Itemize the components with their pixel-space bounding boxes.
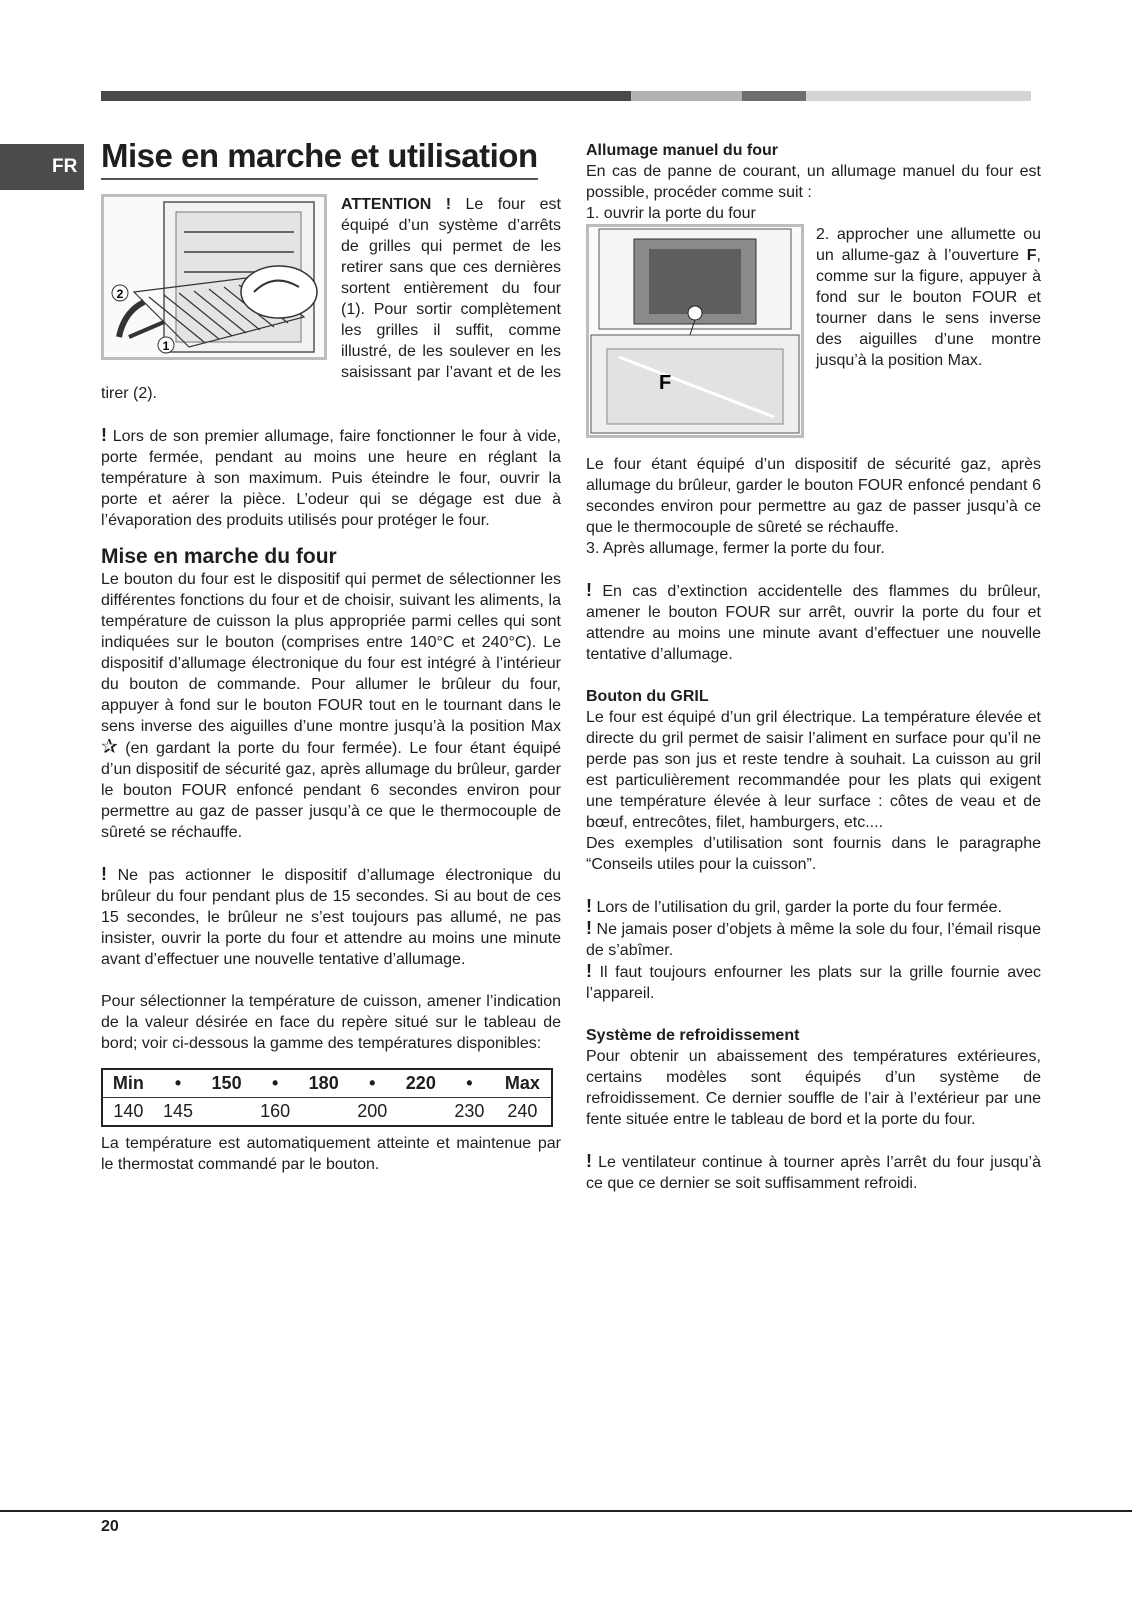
note-flame-out — [586, 580, 1041, 665]
temp-head-cell: • — [348, 1069, 397, 1098]
temperature-table-values — [102, 1098, 552, 1127]
temperature-table — [101, 1068, 553, 1127]
footer-rule — [0, 1510, 1132, 1512]
temp-value-cell: 240 — [507, 1101, 538, 1121]
header-bar-segment — [806, 91, 1031, 101]
warning-icon: ! — [101, 864, 107, 884]
left-column — [101, 134, 561, 1175]
cooling-text: Pour obtenir un abaissement des températures extérieures, certains modèles sont équipés d’un système de refroidissement. Ce dernier souffle de l’air à l’extérieur par une fente située entre le tableau de bord et la porte du four. — [586, 1048, 1041, 1128]
manual-intro: En cas de panne de courant, un allumage manuel du four est possible, procéder comme suit : — [586, 163, 1041, 201]
oven-burner-illustration — [586, 224, 804, 438]
warning-icon: ! — [586, 580, 592, 600]
attention-text: Le four est équipé d’un système d’arrêts de grilles qui permet de les retirer sans que ces dernières sortent entièrement du four (1). Pour sortir complètement les grilles il suffit, comme illustré, de les soulever en les saisissant par l’avant et de les tirer (2). — [101, 196, 561, 402]
figure-label-1: 1 — [162, 339, 170, 353]
cooling-title: Système de refroidissement — [586, 1027, 800, 1044]
warning-icon: ! — [586, 896, 592, 916]
temp-head-cell: 150 — [202, 1069, 251, 1098]
temp-head-cell: • — [251, 1069, 300, 1098]
temp-head-cell: 180 — [299, 1069, 348, 1098]
warning-icon: ! — [586, 1151, 592, 1171]
temp-value-cell: 200 — [357, 1101, 388, 1121]
right-column — [586, 140, 1041, 1194]
temp-head-cell: Max — [494, 1069, 552, 1098]
header-bar-segment — [631, 91, 742, 101]
language-tab: FR — [0, 144, 84, 190]
note-text: Lors de l’utilisation du gril, garder la porte du four fermée. — [592, 899, 1002, 916]
page-number: 20 — [101, 1518, 119, 1535]
temperature-table-header — [102, 1069, 552, 1098]
temperature-after: La température est automatiquement atteinte et maintenue par le thermostat commandé par le bouton. — [101, 1135, 561, 1173]
note-text: Il faut toujours enfourner les plats sur la grille fournie avec l’appareil. — [586, 964, 1041, 1002]
attention-label: ATTENTION ! — [341, 196, 452, 213]
note-first-use — [101, 425, 561, 531]
temp-value-cell: 145 — [162, 1101, 194, 1121]
section-text: Le bouton du four est le dispositif qui permet de sélectionner les différentes fonctions du four et de choisir, suivant les aliments, la température de cuisson la plus appropriée parmi celles qui sont indiquées sur le bouton (comprises entre 140°C et 240°C). Le dispositif d’allumage électronique du four est intégré à l’intérieur du bouton de commande. Pour allumer le brûleur du four, appuyer à fond sur le bouton FOUR tout en le tournant dans le sens inverse des aiguilles d’une montre jusqu’à la position Max — [101, 571, 561, 735]
star-icon: ✰ — [101, 736, 118, 758]
temp-head-cell: Min — [102, 1069, 154, 1098]
warning-icon: ! — [101, 425, 107, 445]
header-bar — [101, 91, 1031, 101]
warning-icon: ! — [586, 961, 592, 981]
temp-value-cell: 230 — [454, 1101, 485, 1121]
temp-value-cell: 160 — [260, 1101, 291, 1121]
step-1: 1. ouvrir la porte du four — [586, 205, 756, 222]
note-text: Le ventilateur continue à tourner après l’arrêt du four jusqu’à ce que ce dernier se soit suffisamment refroidi. — [586, 1154, 1041, 1192]
note-text: Ne pas actionner le dispositif d’allumage électronique du brûleur du four pendant plus de 15 secondes. Si au bout de ces 15 secondes, le brûleur ne s’est toujours pas allumé, ne pas insister, ouvrir la porte du four et attendre au moins une minute avant d’effectuer une nouvelle tentative d’allumage. — [101, 867, 561, 968]
note-grid — [586, 961, 1041, 1004]
temp-value-cell — [397, 1098, 446, 1127]
warning-icon: ! — [586, 918, 592, 938]
figure-label-f: F — [659, 372, 672, 394]
temp-head-cell: • — [445, 1069, 494, 1098]
note-grill-door — [586, 896, 1041, 918]
section-title: Mise en marche du four — [101, 545, 337, 568]
note-text: Ne jamais poser d’objets à même la sole du four, l’émail risque de s’abîmer. — [586, 921, 1041, 959]
manual-ignition-title: Allumage manuel du four — [586, 142, 779, 159]
note-text: Lors de son premier allumage, faire fonctionner le four à vide, porte fermée, pendant au moins une heure en réglant la température à son maximum. Puis éteindre le four, ouvrir la porte et aérer la pièce. L’odeur qui se dégage est due à l’évaporation des produits utilisés pour protéger le four. — [101, 428, 561, 529]
step-text: 2. approcher une allumette ou un allume-gaz à l’ouverture — [816, 226, 1041, 264]
grill-text: Le four est équipé d’un gril électrique. La température élevée et directe du gril permet de saisir l’aliment en surface pour qu’il ne perde pas son jus et reste tendre à souhait. La cuisson au gril est particulièrement recommandée pour les plats qui exigent une température élevée à leur surface : côtes de veau et de bœuf, entrecôtes, filet, hamburgers, etc.... — [586, 709, 1041, 831]
figure-label-2: 2 — [116, 287, 124, 301]
header-bar-segment — [101, 91, 631, 101]
temperature-intro: Pour sélectionner la température de cuisson, amener l’indication de la valeur désirée en face du repère situé sur le tableau de bord; voir ci-dessous la gamme des températures disponibles: — [101, 993, 561, 1052]
temp-value-cell: 140 — [113, 1101, 144, 1121]
note-ignition — [101, 864, 561, 970]
oven-burner-drawing — [589, 227, 801, 435]
step-3: 3. Après allumage, fermer la porte du four. — [586, 540, 885, 557]
grill-title: Bouton du GRIL — [586, 688, 709, 705]
note-text: En cas d’extinction accidentelle des flammes du brûleur, amener le bouton FOUR sur arrêt, ouvrir la porte du four et attendre au moins une minute avant d’effectuer une nouvelle tentative d’allumage. — [586, 583, 1041, 663]
section-paragraph — [101, 569, 561, 843]
temp-head-cell: 220 — [397, 1069, 446, 1098]
oven-rack-illustration — [101, 194, 327, 360]
temp-head-cell: • — [154, 1069, 203, 1098]
temp-value-cell — [202, 1098, 251, 1127]
gas-safety-text: Le four étant équipé d’un dispositif de sécurité gaz, après allumage du brûleur, garder le bouton FOUR enfoncé pendant 6 secondes environ pour permettre au gaz de passer jusqu’à ce que le thermocouple de sûreté se réchauffe. — [586, 456, 1041, 536]
page-title: Mise en marche et utilisation — [101, 134, 538, 180]
temp-value-cell — [299, 1098, 348, 1127]
note-enamel — [586, 918, 1041, 961]
step-f-label: F — [1026, 247, 1037, 264]
step-text: , comme sur la figure, appuyer à fond sur le bouton FOUR et tourner dans le sens inverse des aiguilles d’une montre jusqu’à la position Max. — [816, 247, 1041, 369]
grill-text-2: Des exemples d’utilisation sont fournis dans le paragraphe “Conseils utiles pour la cuisson”. — [586, 835, 1041, 873]
section-text: (en gardant la porte du four fermée). Le four étant équipé d’un dispositif de sécurité gaz, après allumage du brûleur, garder le bouton FOUR enfoncé pendant 6 secondes environ pour permettre au gaz de passer jusqu’à ce que le thermocouple de sûreté se réchauffe. — [101, 740, 561, 841]
header-bar-segment — [742, 91, 806, 101]
note-fan — [586, 1151, 1041, 1194]
oven-rack-drawing — [104, 197, 324, 357]
